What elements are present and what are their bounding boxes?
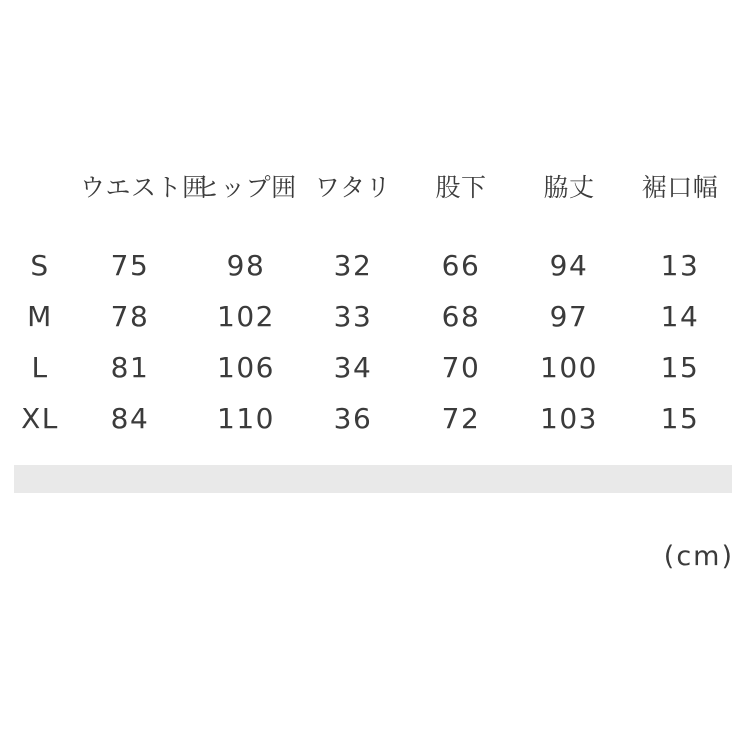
column-header-thigh: ワタリ <box>314 173 392 202</box>
cell-value: 100 <box>540 351 598 384</box>
table-row-s <box>0 240 750 291</box>
row-label: L <box>31 351 49 384</box>
table-body <box>0 240 750 444</box>
cell-value: 97 <box>549 300 589 333</box>
cell-value: 15 <box>660 351 700 384</box>
cell-value: 33 <box>333 300 373 333</box>
table-row-l <box>0 342 750 393</box>
cell-value: 66 <box>441 249 481 282</box>
cell-value: 102 <box>217 300 275 333</box>
cell-value: 78 <box>110 300 150 333</box>
column-header-waist: ウエスト囲 <box>80 173 208 202</box>
cell-value: 75 <box>110 249 150 282</box>
cell-value: 106 <box>217 351 275 384</box>
cell-value: 15 <box>660 402 700 435</box>
cell-value: 103 <box>540 402 598 435</box>
cell-value: 32 <box>333 249 373 282</box>
row-label: S <box>30 249 50 282</box>
column-header-side-length: 脇丈 <box>543 173 595 202</box>
table-header-row <box>0 160 750 212</box>
cell-value: 70 <box>441 351 481 384</box>
cell-value: 110 <box>217 402 275 435</box>
cell-value: 94 <box>549 249 589 282</box>
column-header-hem-width: 裾口幅 <box>641 173 719 202</box>
cell-value: 36 <box>333 402 373 435</box>
table-row-xl <box>0 393 750 444</box>
cell-value: 81 <box>110 351 150 384</box>
cell-value: 72 <box>441 402 481 435</box>
row-label: M <box>27 300 53 333</box>
column-header-hip: ヒップ囲 <box>195 173 297 202</box>
cell-value: 84 <box>110 402 150 435</box>
unit-note: (cm) <box>663 541 734 572</box>
column-header-inseam: 股下 <box>435 173 487 202</box>
row-label: XL <box>21 402 59 435</box>
divider-bar <box>14 465 732 493</box>
cell-value: 68 <box>441 300 481 333</box>
table-row-m <box>0 291 750 342</box>
cell-value: 34 <box>333 351 373 384</box>
cell-value: 98 <box>226 249 266 282</box>
cell-value: 13 <box>660 249 700 282</box>
cell-value: 14 <box>660 300 700 333</box>
